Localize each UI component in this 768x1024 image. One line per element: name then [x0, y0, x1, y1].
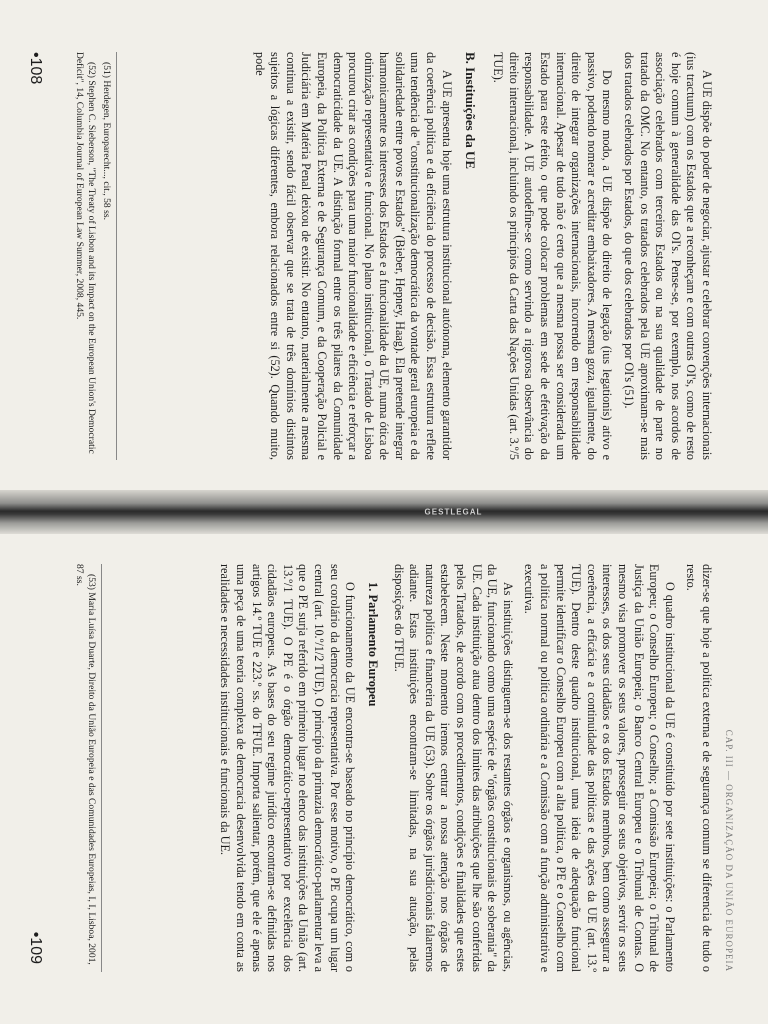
paragraph: O funcionamento da UE encontra-se baseado no princípio democrático, com o seu corolário da democracia representativa. Por esse motivo, o PE ocupa um lugar central (art. 10.º/1/2 TUE). O princípio da primazia democrático-parlamentar leva a que o PE surja referido em primeiro lugar no elenco das instituições da União (art. 13.º/1 TUE). O PE é o órgão democrático-representativo por excelência dos cidadãos europeus. As bases do seu regime jurídico encontram-se definidas nos artigos 14.º TUE e 223.º ss. do TFUE. Importa salientar, porém, que ele é apenas uma peça de uma teoria complexa de democracia desenvolvida tendo em conta as realidades e necessidades institucionais e funcionais da UE.: [218, 564, 358, 972]
footnote: (52) Stephen C. Sieberson, "The Treaty of Lisbon and its Impact on the European Union's Democratic Deficit", 14, Columbia Journal of European Law Summer, 2008, 445.: [74, 52, 97, 454]
page-number: •109: [27, 931, 44, 964]
footnote: (51) Herdegen, Europarecht..., cit., 58 ss.: [101, 62, 112, 220]
left-running-head: [722, 52, 734, 460]
footnote: (53) Maria Luísa Duarte, Direito da União Europeia e das Comunidades Europeias, I, I, Lisboa, 2001, 87 ss.: [74, 564, 97, 965]
paragraph: A UE apresenta hoje uma estrutura institucional autónoma, elemento garantidor da coerência política e da eficiência do processo de decisão. Essa estrutura reflete uma tendência de "constitucionalização democrática da vontade geral europeia e da solidariedade entre povos e Estados" (Bieber, Hepney, Haag). Ela pretende integrar harmonicamente os interesses dos Estados e a funcionalidade da UE, numa ótica de otimização representativa e funcional. No plano institucional, o Tratado de Lisboa procurou criar as condições para uma maior funcionalidade e eficiência e reforçar a democraticidade da UE. A distinção formal entre os três pilares da Comunidade Europeia, da Política Externa e de Segurança Comum, e da Cooperação Policial e Judiciária em Matéria Penal deixou de existir. No entanto, materialmente a mesma continua a existir, sendo fácil observar que se trata de três domínios distintos sujeitos a lógicas diferentes, embora relacionados entre si (52). Quando muito, pode: [252, 52, 454, 460]
right-running-head: CAP. III — ORGANIZAÇÃO DA UNIÃO EUROPEIA: [724, 729, 734, 972]
page-number: •108: [27, 52, 44, 85]
left-page: [0, 0, 768, 490]
paragraph: dizer-se que hoje a política externa e de segurança comum se diferencia de tudo o resto.: [684, 564, 714, 972]
book-gutter: [0, 490, 768, 534]
publisher-logo: [386, 500, 506, 524]
paragraph: Do mesmo modo, a UE dispõe do direito de legação (ius legationis) ativo e passivo, podendo nomear e acreditar embaixadores. A mesma goza, igualmente, do direito de integrar organizações internacionais, incorrendo em responsabilidade internacional. Apesar de tudo não é certo que a mesma possa ser considerada um Estado para este efeito, o que pode colocar problemas em sede de efetivação da responsabilidade. A UE autodefine-se como servindo a rigorosa observância do direito internacional, incluindo os princípios da Carta das Nações Unidas (art. 3.º/5 TUE).: [491, 52, 615, 460]
right-page: [0, 534, 768, 1024]
paragraph: A UE dispõe do poder de negociar, ajustar e celebrar convenções internacionais (ius tractuum) com os Estados que a reconheçam e com outras OI's, como de resto é hoje comum à generalidade das OI's. Pense-se, por exemplo, nos acordos de associação celebrados com terceiros Estados ou na sua qualidade de parte no tratado da OMC. No entanto, os tratados celebrados pela UE aproximam-se mais dos tratados celebrados por Estados, do que dos celebrados por OI's (51).: [622, 52, 714, 460]
left-footnotes: [70, 52, 117, 460]
section-heading: B. Instituições da UE: [462, 52, 478, 170]
right-footnotes: [70, 564, 102, 972]
publisher-name: GESTLEGAL: [424, 507, 483, 517]
section-heading: 1. Parlamento Europeu: [366, 582, 381, 707]
paragraph: O quadro institucional da UE é constituído por sete instituições: o Parlamento Europeu; o Conselho Europeu; o Conselho; a Comissão Europeia; o Tribunal de Justiça da União Europeia; o Banco Central Europeu e o Tribunal de Contas. O mesmo visa promover os seus valores, prosseguir os seus objetivos, servir os seus interesses, os dos seus cidadãos e os dos Estados membros, bem como assegurar a coerência, a eficácia e a continuidade das políticas e das ações da UE (art. 13.º TUE). Dentro deste quadro institucional, uma ideia de adequação funcional permite identificar o Conselho Europeu com a alta política, o PE e o Conselho com a política normal ou política ordinária e a Comissão com a função administrativa e executiva.: [522, 564, 677, 972]
paragraph: As instituições distinguem-se dos restantes órgãos e organismos, ou agências, da UE, funcionando como uma espécie de "órgãos constitucionais de soberania" da UE. Cada instituição atua dentro dos limites das atribuições que lhe são conferidas pelos Tratados, de acordo com os procedimentos, condições e finalidades que estes estabelecem. Neste momento iremos centrar a nossa atenção nos órgãos de natureza política e financeira da UE (53). Sobre os órgãos jurisdicionais falaremos adiante. Estas instituições encontram-se limitadas, na sua atuação, pelas disposições do TFUE.: [391, 564, 515, 972]
